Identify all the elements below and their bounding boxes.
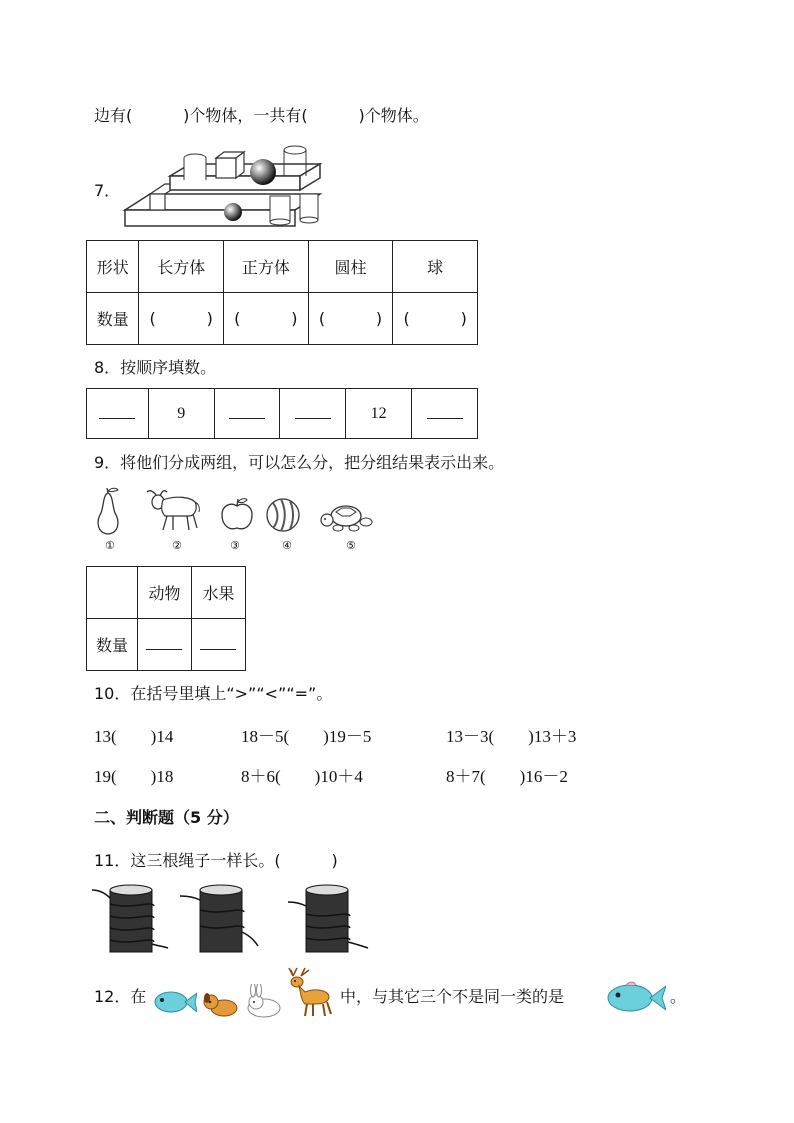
q7-table (86, 240, 478, 345)
q9-empty-cell (87, 567, 138, 619)
fish-answer-image[interactable] (606, 980, 666, 1014)
q9-title: 9．将他们分成两组，可以怎么分，把分组结果表示出来。 (94, 453, 505, 472)
q10-item[interactable]: 8＋6( )10＋4 (241, 767, 363, 786)
q12-middle: 中，与其它三个不是同一类的是 (340, 987, 565, 1006)
q7-answer-blank[interactable]: ( ) (308, 293, 393, 345)
label-3: ③ (230, 539, 240, 552)
rope-cylinder-1 (92, 885, 168, 952)
q7-answer-blank[interactable]: ( ) (393, 293, 478, 345)
watermelon-image (265, 497, 301, 533)
q8-sequence-table (86, 388, 478, 439)
q7-header-cell: 球 (393, 241, 478, 293)
label-5: ⑤ (346, 539, 356, 552)
q9-blank-cell[interactable] (191, 619, 245, 671)
section-title: 二、判断题（5 分） (94, 808, 239, 827)
deer-image (285, 966, 333, 1018)
q8-blank-cell[interactable] (214, 389, 280, 439)
q7-header-cell: 形状 (87, 241, 139, 293)
fish-image (153, 988, 197, 1016)
label-2: ② (172, 539, 182, 552)
rabbit-image (244, 984, 282, 1018)
q7-answer-blank[interactable]: ( ) (139, 293, 224, 345)
dog-image (202, 992, 240, 1018)
q8-number-cell: 12 (346, 389, 412, 439)
q10-item[interactable]: 8＋7( )16－2 (446, 767, 568, 786)
q8-blank-cell[interactable] (412, 389, 478, 439)
three-rope-cylinders-figure (92, 882, 382, 956)
q7-row-label: 数量 (87, 293, 139, 345)
q10-item[interactable]: 19( )18 (94, 767, 174, 786)
q8-title: 8．按顺序填数。 (94, 358, 217, 377)
q10-item[interactable]: 18－5( )19－5 (241, 727, 372, 746)
q6-tail-text: 边有( )个物体，一共有( )个物体。 (94, 106, 429, 125)
q9-table (86, 566, 246, 671)
q10-title: 10．在括号里填上“>”“<”“=”。 (94, 684, 333, 703)
pear-image (93, 487, 123, 537)
q10-item[interactable]: 13( )14 (94, 727, 174, 746)
rope-cylinder-2 (180, 885, 258, 952)
q12-suffix: 。 (670, 987, 687, 1006)
q11-text[interactable]: 11．这三根绳子一样长。( ) (94, 851, 338, 870)
q7-number: 7． (94, 181, 121, 200)
q9-blank-cell[interactable] (138, 619, 192, 671)
q9-row-label: 数量 (87, 619, 138, 671)
q9-header-fruit: 水果 (191, 567, 245, 619)
q9-header-animal: 动物 (138, 567, 192, 619)
q7-answer-blank[interactable]: ( ) (224, 293, 309, 345)
q10-item[interactable]: 13－3( )13＋3 (446, 727, 577, 746)
q8-blank-cell[interactable] (280, 389, 346, 439)
turtle-image (320, 500, 374, 534)
stacked-solids-figure (120, 144, 325, 230)
apple-image (219, 497, 255, 533)
q7-header-cell: 正方体 (224, 241, 309, 293)
label-1: ① (105, 539, 115, 552)
q8-blank-cell[interactable] (87, 389, 149, 439)
q12-prefix: 12．在 (94, 987, 147, 1006)
q7-header-cell: 长方体 (139, 241, 224, 293)
q7-header-cell: 圆柱 (308, 241, 393, 293)
q8-number-cell: 9 (148, 389, 214, 439)
rope-cylinder-3 (288, 885, 368, 952)
label-4: ④ (282, 539, 292, 552)
bull-image (143, 486, 201, 534)
